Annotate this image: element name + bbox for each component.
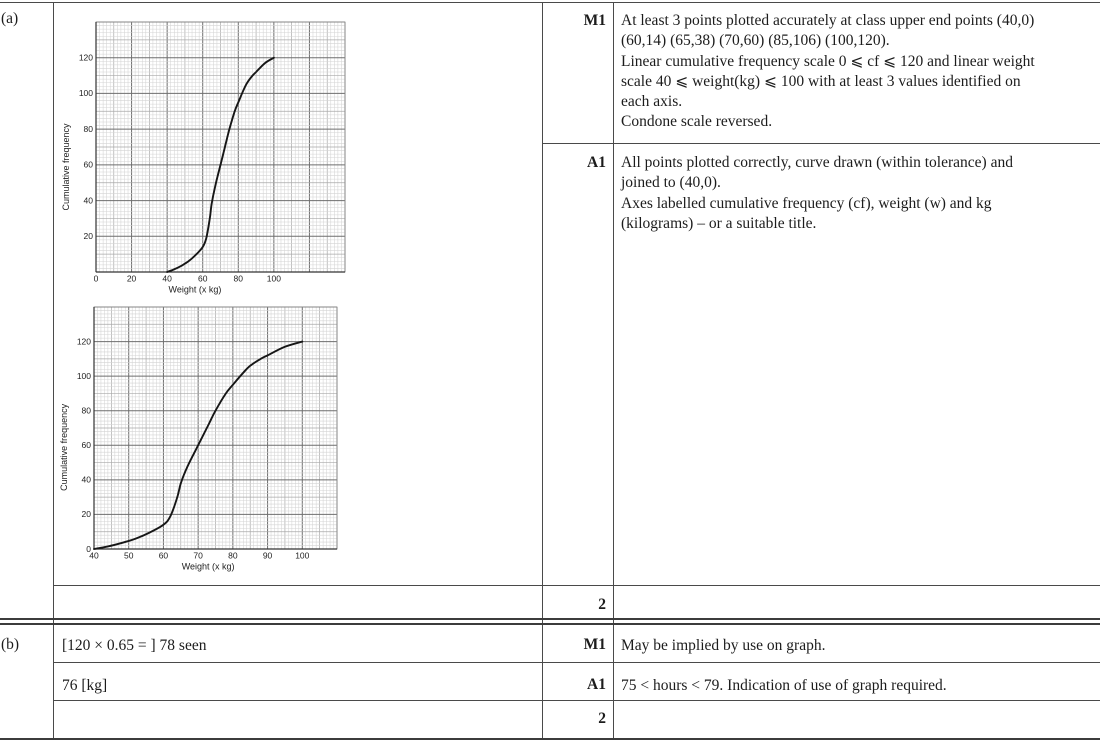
svg-text:40: 40 [81, 474, 91, 485]
svg-text:Cumulative frequency: Cumulative frequency [61, 123, 71, 211]
svg-text:40: 40 [83, 195, 93, 206]
total-marks-b: 2 [598, 710, 606, 727]
mark-code-b-a1: A1 [587, 676, 606, 693]
cumulative-frequency-graph-bottom [55, 298, 365, 578]
mark-code-a-a1: A1 [587, 154, 606, 171]
svg-text:Weight (x kg): Weight (x kg) [181, 561, 235, 572]
svg-text:60: 60 [81, 440, 91, 451]
answer-b-a1: 76 [kg] [62, 677, 108, 694]
table-border-col-mark [542, 2, 543, 740]
svg-text:Weight (x kg): Weight (x kg) [168, 284, 222, 295]
svg-text:40: 40 [162, 273, 172, 284]
svg-text:20: 20 [83, 231, 93, 242]
svg-text:20: 20 [126, 273, 137, 284]
guidance-line: Axes labelled cumulative frequency (cf), weight (w) and kg [621, 194, 992, 212]
guidance-line: joined to (40,0). [621, 174, 721, 192]
row-divider-b-m1 [53, 662, 1100, 663]
svg-text:40: 40 [89, 550, 99, 561]
svg-text:80: 80 [228, 550, 238, 561]
guidance-b-a1: 75 < hours < 79. Indication of use of graph required. [621, 677, 947, 694]
svg-text:120: 120 [78, 52, 93, 63]
guidance-line: At least 3 points plotted accurately at class upper end points (40,0) [621, 12, 1035, 29]
table-border-col-part [53, 2, 54, 740]
mark-code-a-m1: M1 [583, 12, 606, 29]
total-marks-a: 2 [598, 596, 606, 613]
svg-text:Cumulative frequency: Cumulative frequency [59, 403, 69, 491]
svg-text:0: 0 [86, 543, 91, 554]
guidance-a-a1 [621, 153, 1097, 234]
svg-text:70: 70 [193, 550, 203, 561]
svg-text:90: 90 [262, 550, 273, 561]
part-divider-line-1 [0, 618, 1100, 620]
guidance-line: (kilograms) – or a suitable title. [621, 214, 817, 232]
svg-text:20: 20 [81, 509, 91, 520]
guidance-line: Linear cumulative frequency scale 0 ⩽ cf ⩽ 120 and linear weight [621, 52, 1035, 70]
guidance-line: each axis. [621, 93, 683, 111]
svg-text:50: 50 [123, 550, 134, 561]
svg-text:0: 0 [93, 273, 99, 284]
part-label-b: (b) [1, 636, 20, 653]
svg-text:60: 60 [197, 273, 208, 284]
guidance-line: (60,14) (65,38) (70,60) (85,106) (100,120). [621, 32, 890, 50]
svg-text:120: 120 [76, 336, 91, 347]
svg-text:60: 60 [158, 550, 169, 561]
guidance-a-m1 [621, 11, 1097, 133]
table-border-bottom [0, 738, 1100, 740]
row-divider-a-total [53, 585, 1100, 586]
svg-text:100: 100 [295, 550, 310, 561]
answer-b-m1: [120 × 0.65 = ] 78 seen [62, 637, 207, 654]
table-border-top [0, 2, 1100, 3]
svg-text:80: 80 [83, 123, 93, 134]
row-divider-a-m1-a1 [542, 143, 1100, 144]
mark-code-b-m1: M1 [583, 636, 606, 653]
svg-text:100: 100 [76, 370, 91, 381]
row-divider-b-a1 [53, 700, 1100, 701]
cumulative-frequency-graph-top [55, 8, 365, 296]
svg-text:60: 60 [83, 159, 93, 170]
svg-text:80: 80 [81, 405, 91, 416]
part-label-a: (a) [1, 10, 19, 27]
guidance-line: All points plotted correctly, curve drawn (within tolerance) and [621, 154, 1013, 171]
part-divider-line-2 [0, 623, 1100, 625]
svg-text:80: 80 [233, 273, 244, 284]
table-border-col-guidance [613, 2, 614, 740]
svg-text:100: 100 [266, 273, 281, 284]
guidance-line: Condone scale reversed. [621, 113, 773, 131]
guidance-b-m1: May be implied by use on graph. [621, 637, 826, 654]
guidance-line: scale 40 ⩽ weight(kg) ⩽ 100 with at least 3 values identified on [621, 72, 1021, 90]
svg-text:100: 100 [78, 88, 93, 99]
